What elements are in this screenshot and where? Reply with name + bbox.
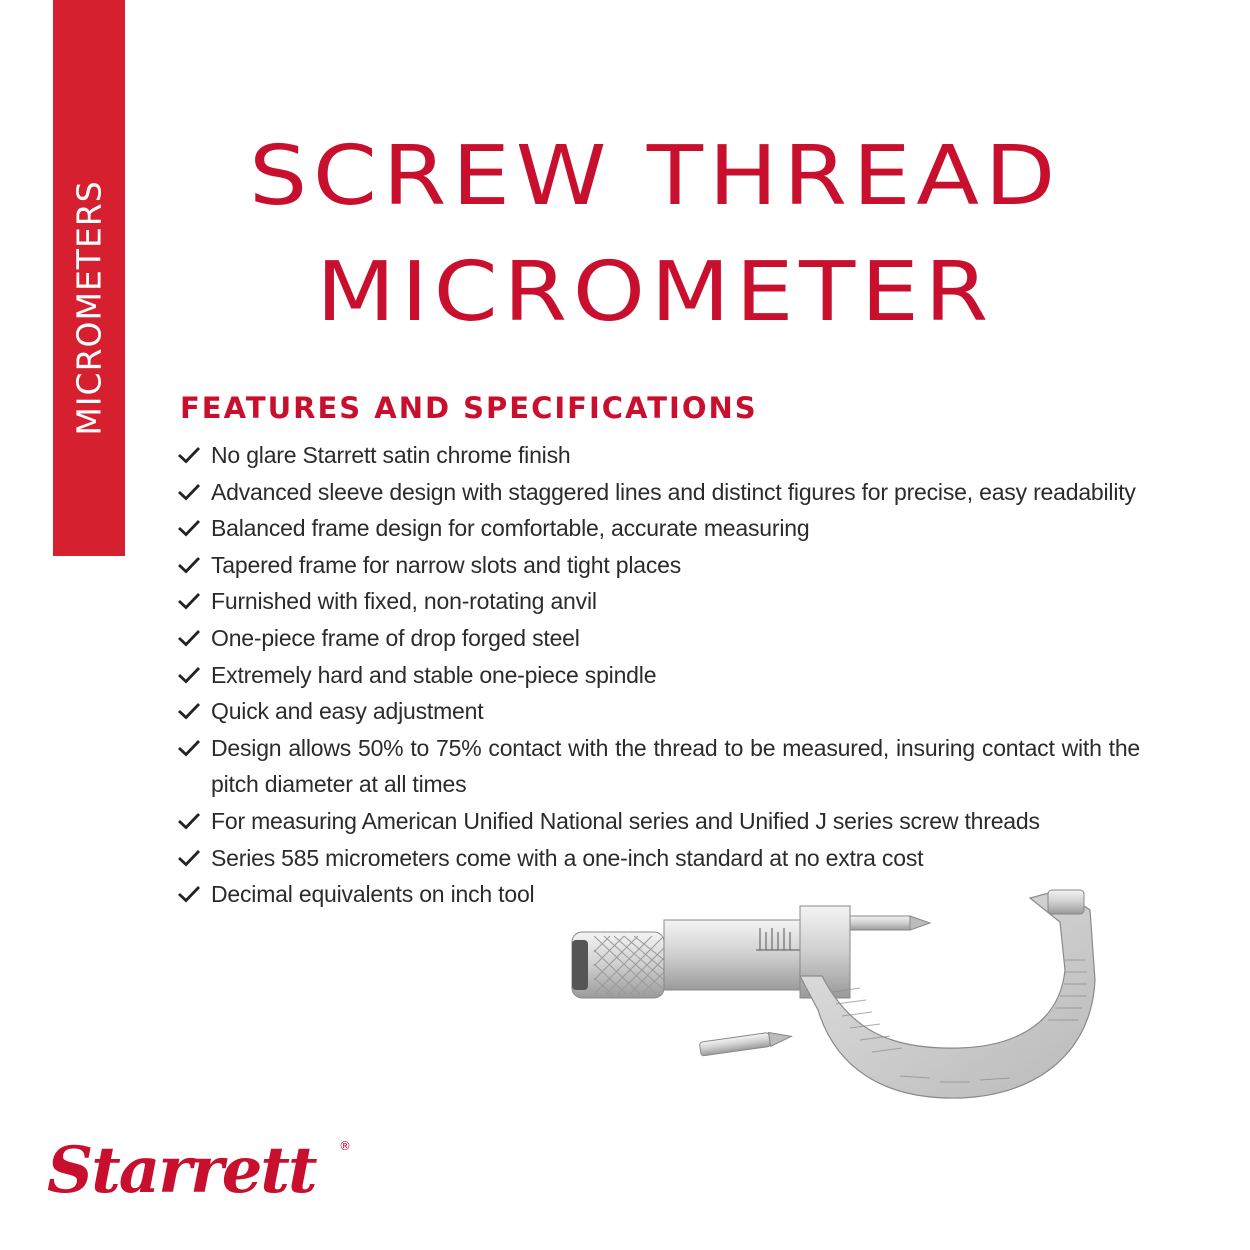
page-title-line-2: MICROMETER [316, 245, 994, 340]
checkmark-icon [177, 666, 201, 684]
section-heading: FEATURES AND SPECIFICATIONS [180, 391, 758, 425]
feature-item [175, 693, 1140, 730]
side-tab-label: MICROMETERS [69, 180, 109, 436]
feature-item [175, 803, 1140, 840]
feature-item [175, 840, 1140, 877]
checkmark-icon [177, 519, 201, 537]
feature-text: Tapered frame for narrow slots and tight places [211, 551, 682, 578]
checkmark-icon [177, 702, 201, 720]
feature-text: Balanced frame design for comfortable, accurate measuring [211, 515, 810, 542]
feature-item [175, 657, 1140, 694]
checkmark-icon [177, 592, 201, 610]
feature-text: Design allows 50% to 75% contact with the thread to be measured, insuring contact with the pitch diameter at all times [211, 734, 1140, 798]
svg-text:Starrett: Starrett [47, 1133, 316, 1205]
feature-text: One-piece frame of drop forged steel [211, 624, 580, 651]
page-title-line-1: SCREW THREAD [248, 129, 1062, 224]
feature-item [175, 730, 1140, 803]
svg-text:®: ® [339, 1139, 351, 1153]
checkmark-icon [177, 885, 201, 903]
feature-item [175, 510, 1140, 547]
checkmark-icon [177, 446, 201, 464]
starrett-logo [45, 1130, 355, 1205]
feature-text: Extremely hard and stable one-piece spindle [211, 661, 657, 688]
feature-item [175, 583, 1140, 620]
checkmark-icon [177, 739, 201, 757]
feature-text: Series 585 micrometers come with a one-inch standard at no extra cost [211, 844, 924, 871]
feature-text: Furnished with fixed, non-rotating anvil [211, 588, 597, 615]
features-list [175, 437, 1140, 913]
feature-item [175, 547, 1140, 584]
feature-text: Decimal equivalents on inch tool [211, 881, 535, 908]
checkmark-icon [177, 483, 201, 501]
feature-item [175, 474, 1140, 511]
checkmark-icon [177, 812, 201, 830]
feature-text: No glare Starrett satin chrome finish [211, 442, 571, 468]
checkmark-icon [177, 556, 201, 574]
feature-item [175, 620, 1140, 657]
feature-text: For measuring American Unified National series and Unified J series screw threads [211, 807, 1040, 834]
feature-item [175, 437, 1140, 474]
feature-text: Advanced sleeve design with staggered lines and distinct figures for precise, easy readability [211, 478, 1136, 505]
checkmark-icon [177, 629, 201, 647]
checkmark-icon [177, 849, 201, 867]
feature-text: Quick and easy adjustment [211, 698, 484, 725]
micrometer-image [560, 880, 1130, 1120]
